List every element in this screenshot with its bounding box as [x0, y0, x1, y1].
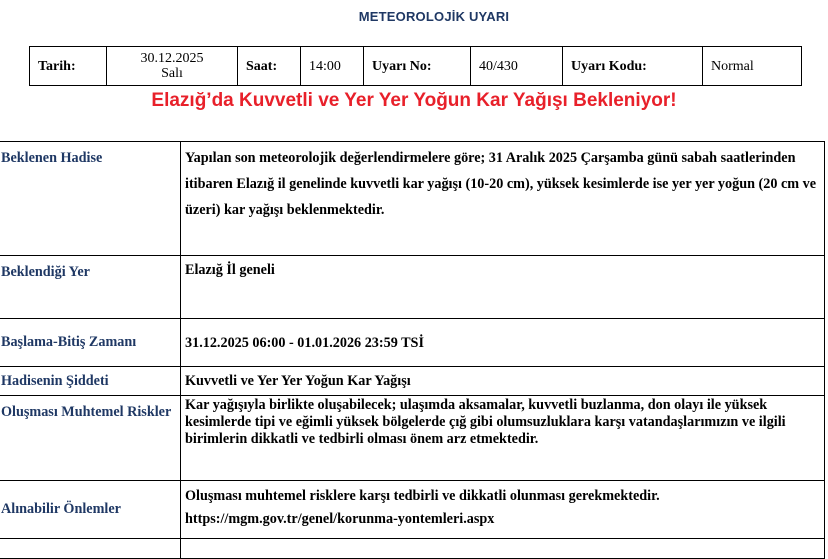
- row-riskler: [0, 396, 825, 481]
- beklendigi-yer-value: Elazığ İl geneli: [181, 256, 825, 319]
- row-hadisenin-siddeti: [0, 367, 825, 396]
- row-beklendigi-yer: [0, 256, 825, 319]
- alinabilir-onlemler-label: Alınabilir Önlemler: [0, 481, 181, 539]
- tarih-date: 30.12.2025: [140, 51, 204, 66]
- saat-label: Saat:: [238, 47, 301, 86]
- empty-value-cell: [181, 539, 825, 559]
- beklendigi-yer-label: Beklendiği Yer: [0, 256, 181, 319]
- hadisenin-siddeti-label: Hadisenin Şiddeti: [0, 367, 181, 396]
- uyari-kodu-label: Uyarı Kodu:: [563, 47, 703, 86]
- document-title: METEOROLOJİK UYARI: [358, 9, 510, 24]
- hadisenin-siddeti-value: Kuvvetli ve Yer Yer Yoğun Kar Yağışı: [181, 367, 825, 396]
- onlemler-text: Oluşması muhtemel risklere karşı tedbirli ve dikkatli olunması gerekmektedir.: [185, 488, 660, 504]
- row-baslama-bitis: [0, 319, 825, 367]
- row-beklenen-hadise: [0, 142, 825, 256]
- empty-label-cell: [0, 539, 181, 559]
- beklenen-hadise-label: Beklenen Hadise: [0, 142, 181, 256]
- row-alinabilir-onlemler: [0, 481, 825, 539]
- warning-meta-table: [29, 46, 802, 86]
- row-empty: [0, 539, 825, 559]
- korunma-yontemleri-link[interactable]: https://mgm.gov.tr/genel/korunma-yontemleri.aspx: [185, 511, 495, 527]
- uyari-no-label: Uyarı No:: [364, 47, 471, 86]
- alinabilir-onlemler-value: [181, 481, 825, 539]
- warning-details-table: [0, 141, 825, 559]
- beklenen-hadise-value: Yapılan son meteorolojik değerlendirmelere göre; 31 Aralık 2025 Çarşamba günü sabah saatlerinden itibaren Elazığ il genelinde kuvvetli kar yağışı (10-20 cm), yüksek kesimlerde ise yer yer yoğun (20 cm ve üzeri) kar yağışı beklenmektedir.: [181, 142, 825, 256]
- baslama-bitis-value: 31.12.2025 06:00 - 01.01.2026 23:59 TSİ: [181, 319, 825, 367]
- tarih-value: [107, 47, 238, 86]
- baslama-bitis-label: Başlama-Bitiş Zamanı: [0, 319, 181, 367]
- meta-row: [30, 47, 802, 86]
- tarih-day: Salı: [161, 66, 183, 81]
- tarih-label: Tarih:: [30, 47, 107, 86]
- riskler-label: Oluşması Muhtemel Riskler: [0, 396, 181, 481]
- warning-headline: Elazığ’da Kuvvetli ve Yer Yer Yoğun Kar Yağışı Bekleniyor!: [151, 90, 677, 111]
- riskler-value: Kar yağışıyla birlikte oluşabilecek; ulaşımda aksamalar, kuvvetli buzlanma, don olayı ile yüksek kesimlerde tipi ve eğimli yüksek bölgelerde çığ gibi olumsuzluklara karşı vatandaşlarımızın ve ilgili birimlerin dikkatli ve tedbirli olması önem arz etmektedir.: [181, 396, 825, 481]
- saat-value: 14:00: [301, 47, 364, 86]
- uyari-kodu-value: Normal: [703, 47, 802, 86]
- uyari-no-value: 40/430: [471, 47, 563, 86]
